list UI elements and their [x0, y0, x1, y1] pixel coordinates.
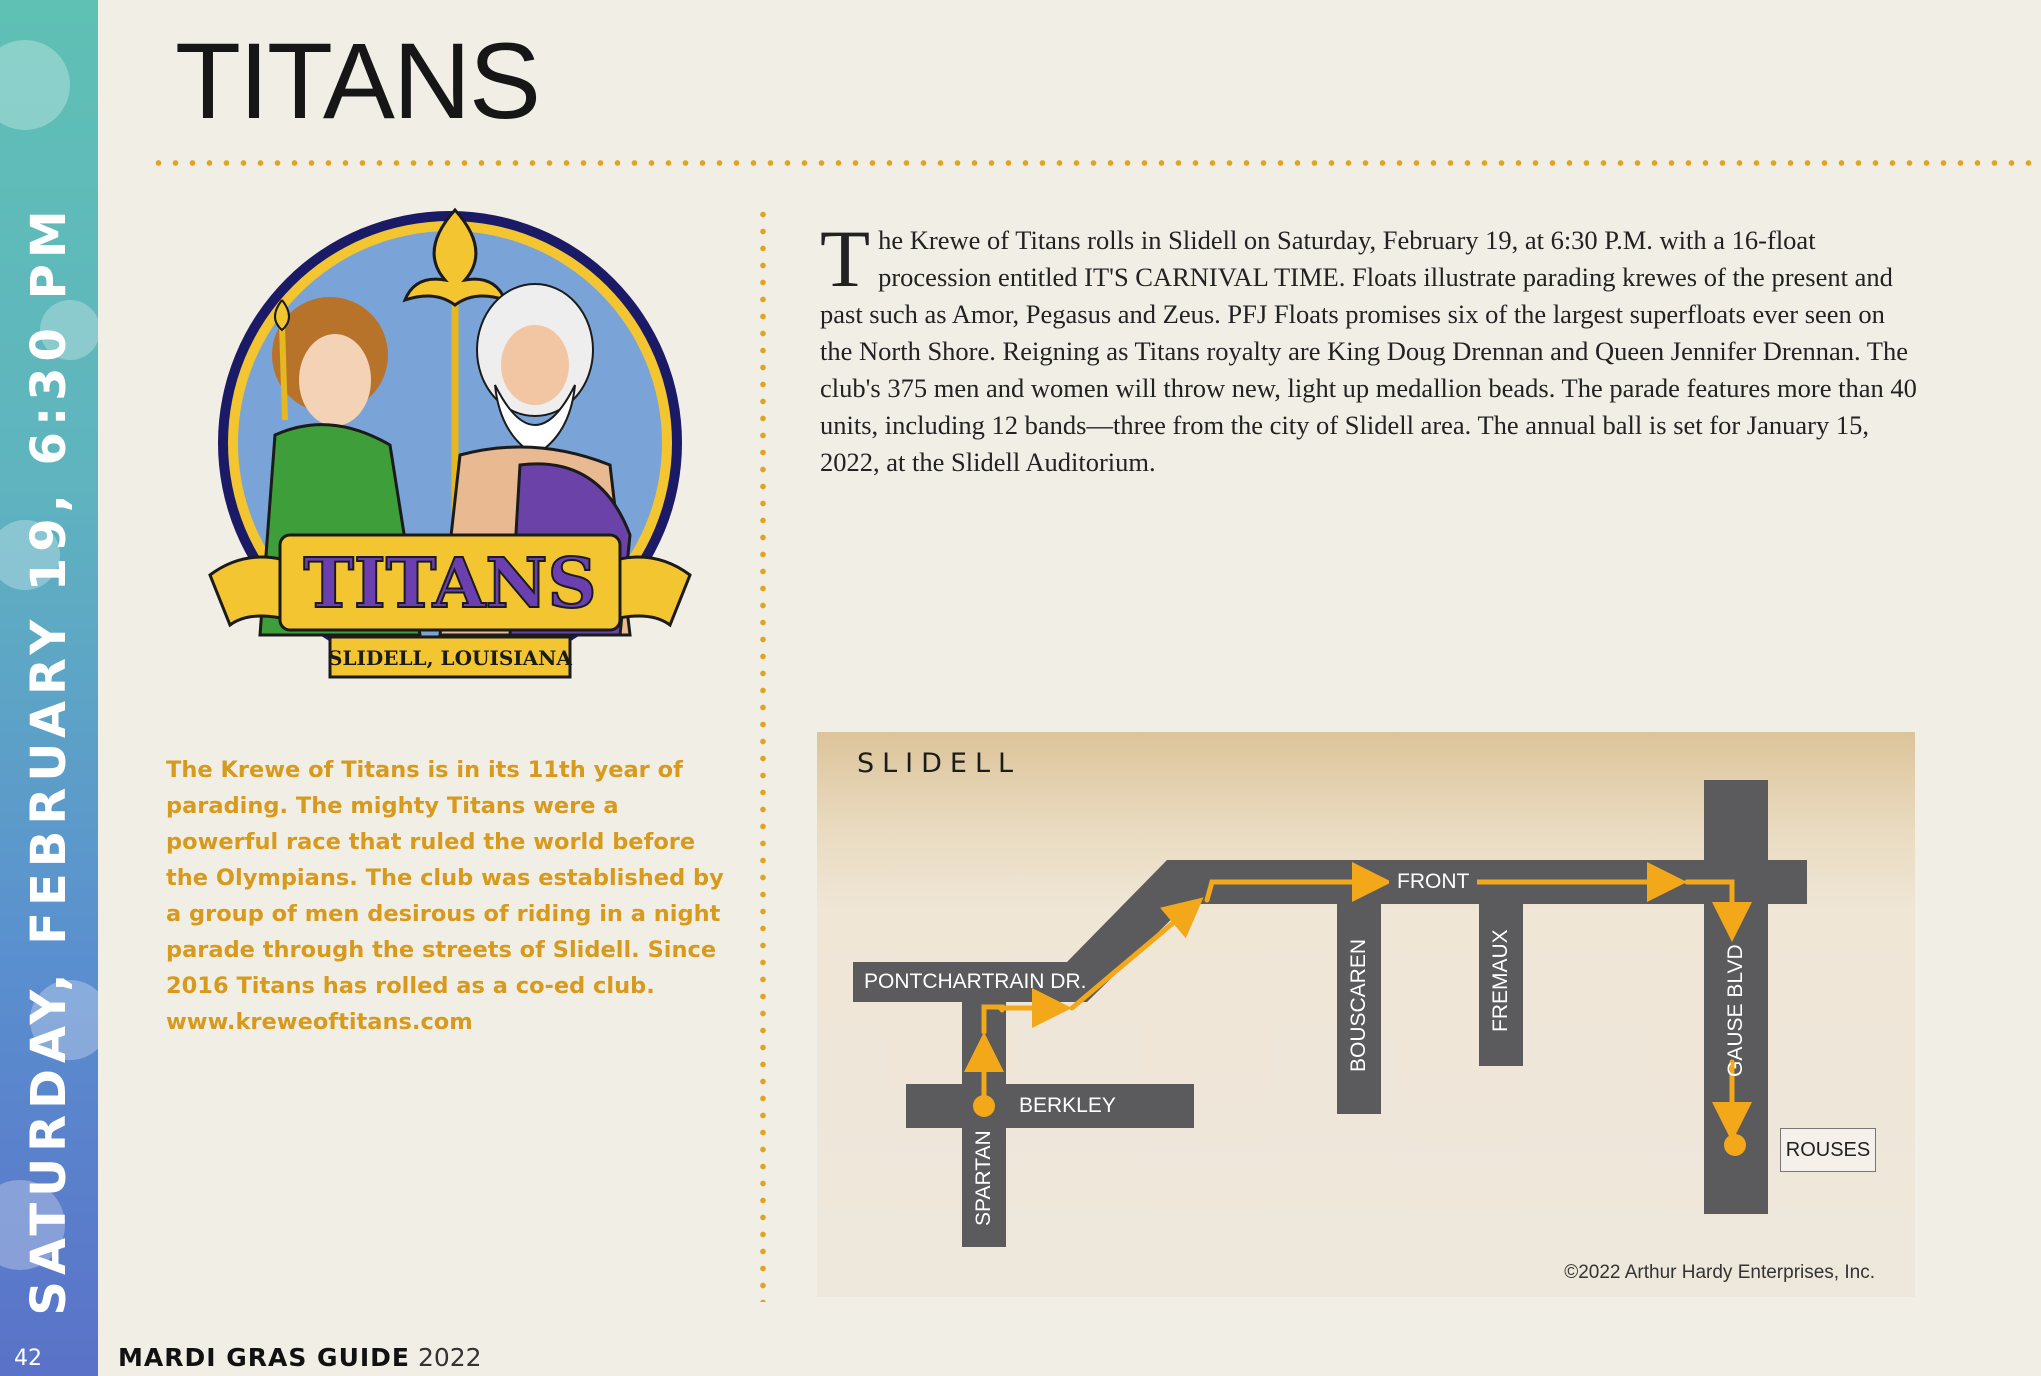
- drop-cap: T: [820, 213, 871, 304]
- end-location-label: ROUSES: [1780, 1128, 1876, 1172]
- page-title: TITANS: [175, 20, 539, 141]
- street-label-spartan: SPARTAN: [972, 1130, 995, 1226]
- route-start-marker: [973, 1095, 995, 1117]
- parade-date-time: SATURDAY, FEBRUARY 19, 6:30 PM: [21, 204, 77, 1316]
- street-label-berkley: BERKLEY: [1019, 1094, 1116, 1117]
- footer-publication: [118, 1343, 482, 1372]
- publication-name: MARDI GRAS GUIDE: [118, 1343, 411, 1372]
- article-body: [820, 213, 1920, 481]
- titans-logo: [190, 205, 710, 710]
- map-title: SLIDELL: [857, 748, 1022, 779]
- dotted-divider-horizontal: [150, 160, 2041, 166]
- parade-route-map: [817, 732, 1915, 1297]
- road-network: [853, 780, 1807, 1247]
- article-body-text: he Krewe of Titans rolls in Slidell on Saturday, February 19, at 6:30 P.M. with a 16-float procession entitled IT'S CARNIVAL TIME. Floats illustrate parading krewes of the present and past such as Amor, Pegasus and Zeus. PFJ Floats promises six of the largest superfloats ever seen on the North Shore. Reigning as Titans royalty are King Doug Drennan and Queen Jennifer Drennan. The club's 375 men and women will throw new, light up medallion beads. The parade features more than 40 units, including 12 bands—three from the city of Slidell area. The annual ball is set for January 15, 2022, at the Slidell Auditorium.: [820, 225, 1917, 477]
- map-copyright: ©2022 Arthur Hardy Enterprises, Inc.: [1564, 1262, 1875, 1283]
- publication-year: 2022: [417, 1343, 482, 1372]
- route-end-marker: [1724, 1134, 1746, 1156]
- logo-name-text: TITANS: [303, 544, 597, 624]
- dotted-divider-vertical: [760, 206, 766, 1302]
- street-label-gause: GAUSE BLVD: [1724, 944, 1747, 1077]
- logo-location-text: SLIDELL, LOUISIANA: [328, 646, 572, 670]
- street-label-bouscaren: BOUSCAREN: [1347, 938, 1370, 1072]
- street-label-fremaux: FREMAUX: [1489, 929, 1512, 1032]
- street-label-front: FRONT: [1389, 870, 1477, 894]
- logo-caption: The Krewe of Titans is in its 11th year of parading. The mighty Titans were a powerful race that ruled the world before the Olympians. The club was established by a group of men desirous of riding in a night parade through the streets of Slidell. Since 2016 Titans has rolled as a co-ed club. www.kreweoftitans.com: [166, 757, 724, 1035]
- street-label-pontchartrain: PONTCHARTRAIN DR.: [864, 970, 1087, 993]
- side-bar: [0, 0, 98, 1376]
- page-number: 42: [14, 1346, 42, 1371]
